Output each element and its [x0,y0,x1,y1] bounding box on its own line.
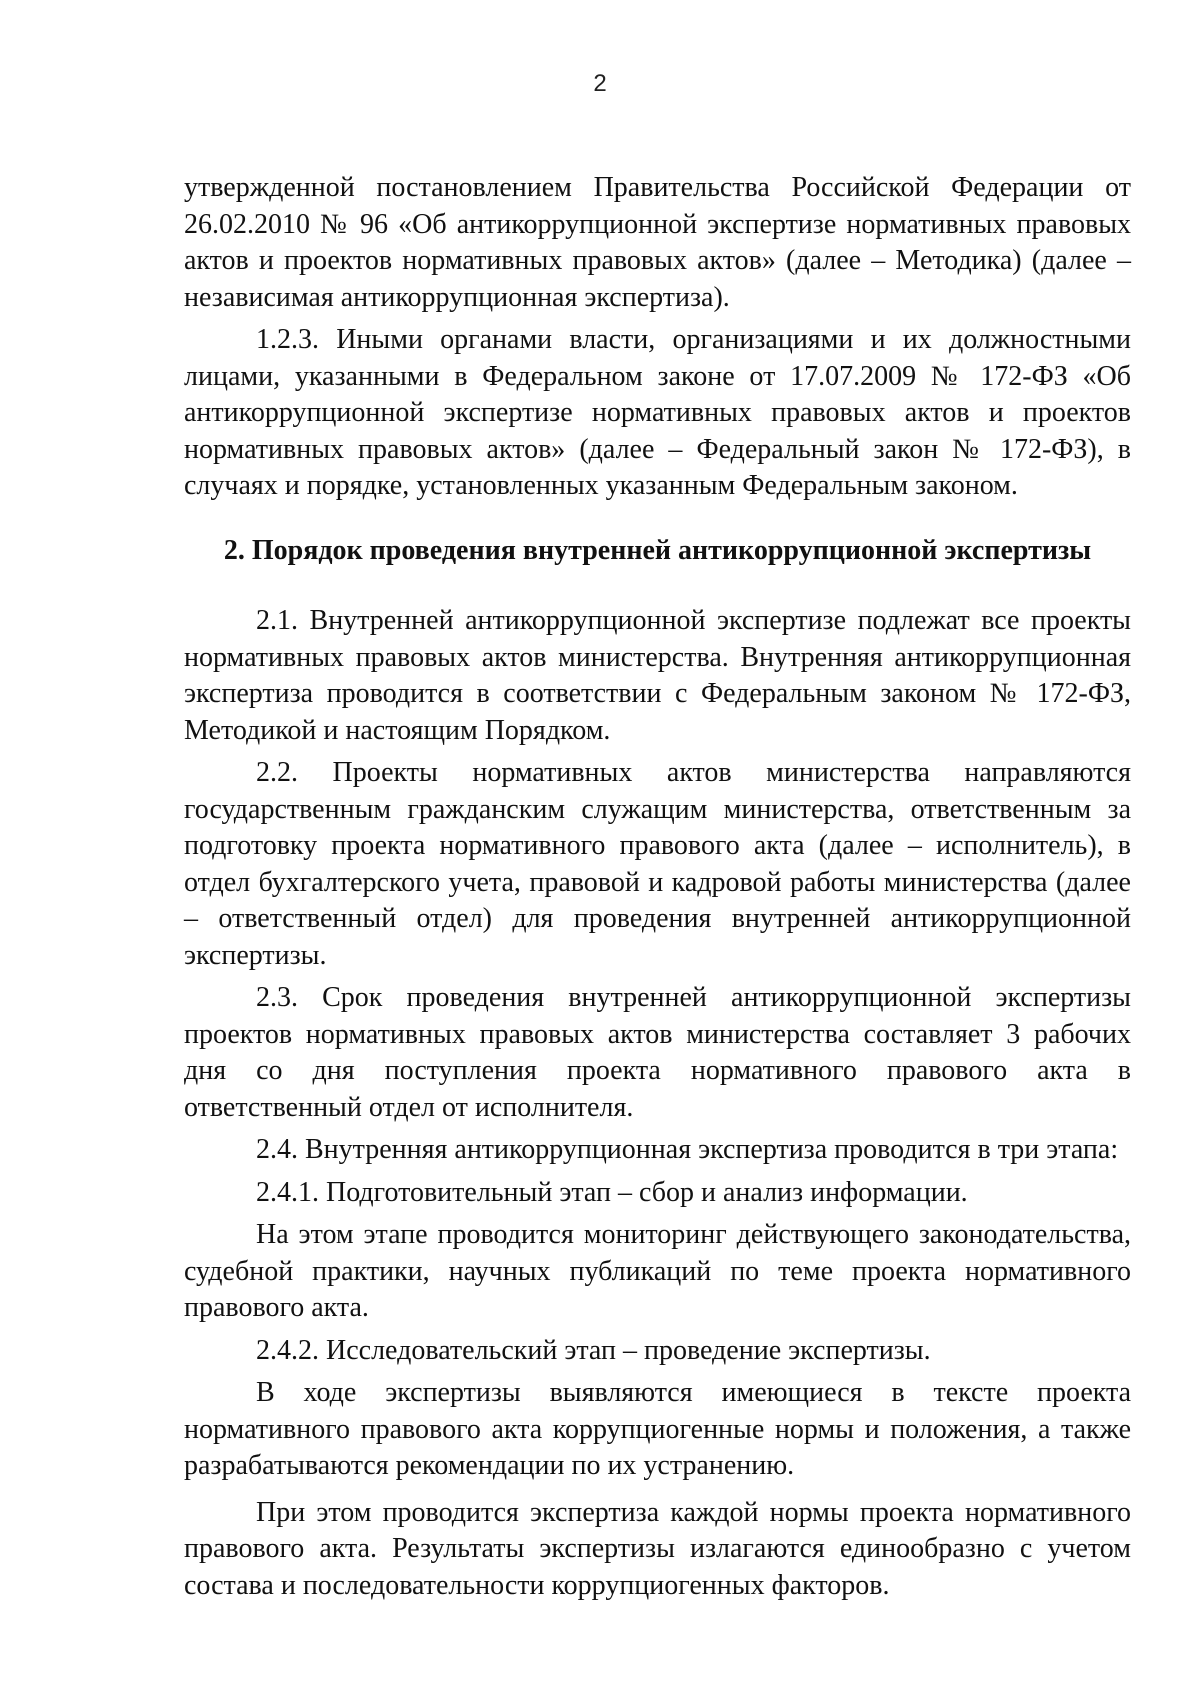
paragraph-1-2-3: 1.2.3. Иными органами власти, организациями и их должностными лицами, указанными в Федеральном законе от 17.07.2009 № 172-ФЗ «Об антикоррупционной экспертизе нормативных правовых актов и проектов нормативных правовых актов» (далее – Федеральный закон № 172-ФЗ), в случаях и порядке, установленных указанным Федеральным законом. [184,324,1131,501]
page-number: 2 [593,70,607,97]
paragraph-2-2: 2.2. Проекты нормативных актов министерства направляются государственным гражданским служащим министерства, ответственным за подготовку проекта нормативного правового акта (далее – исполнитель), в отдел бухгалтерского учета, правовой и кадровой работы министерства (далее – ответственный отдел) для проведения внутренней антикоррупционной экспертизы. [184,757,1131,971]
paragraph-norm-expertise: При этом проводится экспертиза каждой нормы проекта нормативного правового акта. Результаты экспертизы излагаются единообразно с учетом состава и последовательности коррупциогенных факторов. [184,1496,1131,1601]
paragraph-methodology-continuation: утвержденной постановлением Правительства Российской Федерации от 26.02.2010 № 96 «Об антикоррупционной экспертизе нормативных правовых актов и проектов нормативных правовых актов» (далее – Методика) (далее – независимая антикоррупционная экспертиза). [184,172,1131,313]
paragraph-2-1: 2.1. Внутренней антикоррупционной экспертизе подлежат все проекты нормативных правовых актов министерства. Внутренняя антикоррупционная экспертиза проводится в соответствии с Федеральным законом № 172-ФЗ, Методикой и настоящим Порядком. [184,605,1131,746]
document-body [184,170,1131,1604]
paragraph-2-4: 2.4. Внутренняя антикоррупционная экспертиза проводится в три этапа: [256,1134,1119,1165]
paragraph-preparatory-stage-details: На этом этапе проводится мониторинг действующего законодательства, судебной практики, научных публикаций по теме проекта нормативного правового акта. [184,1219,1131,1323]
paragraph-research-stage-details: В ходе экспертизы выявляются имеющиеся в тексте проекта нормативного правового акта коррупциогенные нормы и положения, а также разрабатываются рекомендации по их устранению. [184,1377,1131,1481]
paragraph-2-3: 2.3. Срок проведения внутренней антикоррупционной экспертизы проектов нормативных правовых актов министерства составляет 3 рабочих дня со дня поступления проекта нормативного правового акта в ответственный отдел от исполнителя. [184,982,1131,1123]
paragraph-2-4-1: 2.4.1. Подготовительный этап – сбор и анализ информации. [256,1176,968,1208]
section-heading: 2. Порядок проведения внутренней антикоррупционной экспертизы [223,534,1092,566]
paragraph-2-4-2: 2.4.2. Исследовательский этап – проведение экспертизы. [256,1334,931,1366]
